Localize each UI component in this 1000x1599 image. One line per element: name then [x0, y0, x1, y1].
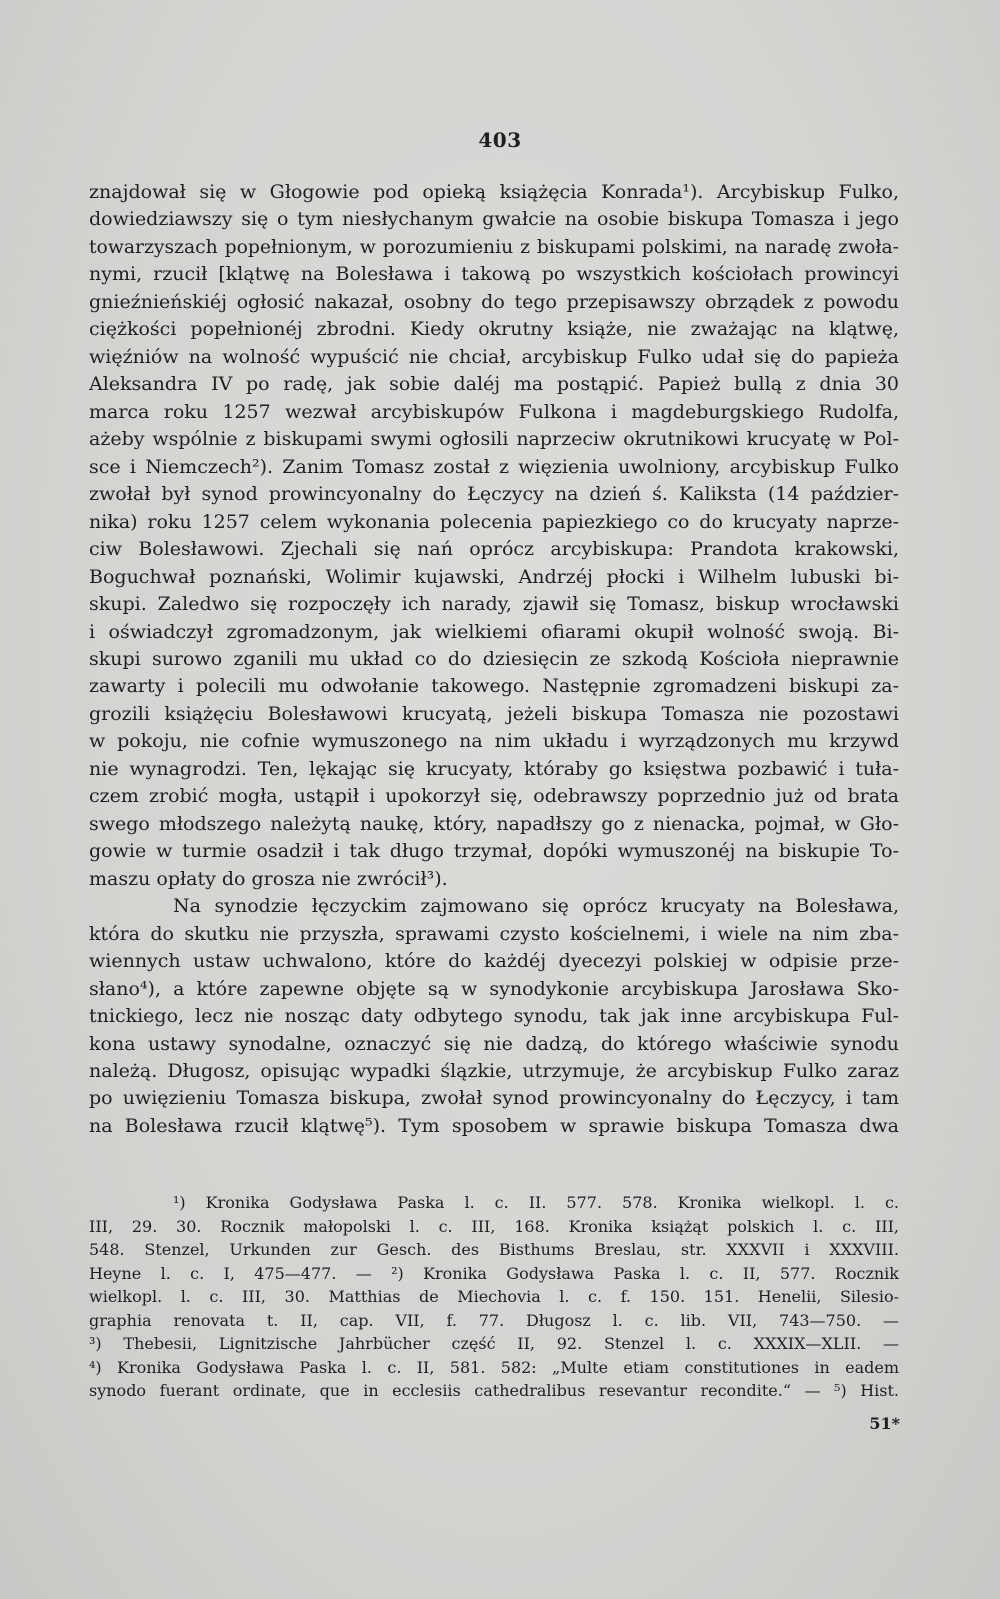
body-line: tnickiego, lecz nie nosząc daty odbytego synodu, tak jak inne arcybiskupa Ful-	[89, 1005, 899, 1028]
body-line: Na synodzie łęczyckim zajmowano się oprócz krucyaty na Bolesława,	[173, 895, 899, 918]
body-line: gnieźnieńskiéj ogłosić nakazał, osobny do tego przepisawszy obrządek z powodu	[89, 290, 899, 313]
body-line: zawarty i polecili mu odwołanie takowego. Następnie zgromadzeni biskupi za-	[89, 675, 899, 698]
body-line: kona ustawy synodalne, oznaczyć się nie dadzą, do którego właściwie synodu	[89, 1032, 899, 1055]
footnote-line: ¹) Kronika Godysława Paska l. c. II. 577. 578. Kronika wielkopl. l. c.	[173, 1193, 899, 1212]
footnote-line: synodo fuerant ordinate, que in ecclesiis cathedralibus resevantur recondite.“ — ⁵) Hist.	[89, 1381, 899, 1400]
body-line: wiennych ustaw uchwalono, które do każdéj dyecezyi polskiej w odpisie prze-	[89, 950, 899, 973]
body-line: po uwięzieniu Tomasza biskupa, zwołał synod prowincyonalny do Łęczycy, i tam	[89, 1087, 899, 1110]
body-line: znajdował się w Głogowie pod opieką książęcia Konrada¹). Arcybiskup Fulko,	[89, 181, 899, 203]
footnote-line: graphia renovata t. II, cap. VII, f. 77. Długosz l. c. lib. VII, 743—750. —	[89, 1310, 899, 1330]
body-line: nie wynagrodzi. Ten, lękając się krucyaty, któraby go księstwa pozbawić i tuła-	[89, 757, 899, 780]
body-line: nika) roku 1257 celem wykonania polecenia papiezkiego co do krucyaty naprze-	[89, 510, 899, 533]
page-number: 403	[478, 128, 522, 152]
body-line: towarzyszach popełnionym, w porozumieniu z biskupami polskimi, na naradę zwoła-	[89, 236, 899, 258]
footnote-line: III, 29. 30. Rocznik małopolski l. c. III, 168. Kronika książąt polskich l. c. III,	[89, 1216, 899, 1236]
footnote-line: Heyne l. c. I, 475—477. — ²) Kronika Godysława Paska l. c. II, 577. Rocznik	[89, 1263, 899, 1283]
body-line: grozili książęciu Bolesławowi krucyatą, jeżeli biskupa Tomasza nie pozostawi	[89, 702, 899, 725]
footnote-line: ⁴) Kronika Godysława Paska l. c. II, 581. 582: „Multe etiam constitutiones in eadem	[89, 1357, 899, 1377]
body-line: swego młodszego należytą naukę, który, napadłszy go z nienacka, pojmał, w Gło-	[89, 812, 899, 835]
body-line: ażeby wspólnie z biskupami swymi ogłosili naprzeciw okrutnikowi krucyatę w Pol-	[89, 428, 899, 451]
body-line: czem zrobić mogła, ustąpił i upokorzył się, odebrawszy poprzednio już od brata	[89, 785, 899, 808]
body-line: maszu opłaty do grosza nie zwrócił³).	[89, 867, 448, 890]
body-line: gowie w turmie osadził i tak długo trzymał, dopóki wymuszonéj na biskupie To-	[89, 840, 899, 863]
body-line: skupi. Zaledwo się rozpoczęły ich narady, zjawił się Tomasz, biskup wrocławski	[89, 593, 899, 616]
body-line: należą. Długosz, opisując wypadki ślązkie, utrzymuje, że arcybiskup Fulko zaraz	[89, 1060, 899, 1082]
body-line: ciężkości popełnionéj zbrodni. Kiedy okrutny książe, nie zważając na klątwę,	[89, 318, 899, 341]
body-line: marca roku 1257 wezwał arcybiskupów Fulkona i magdeburgskiego Rudolfa,	[89, 400, 899, 423]
body-text	[89, 179, 899, 1140]
body-line: zwołał był synod prowincyonalny do Łęczycy na dzień ś. Kaliksta (14 paździer-	[89, 483, 899, 506]
signature-mark: 51*	[869, 1414, 900, 1433]
body-line: która do skutku nie przyszła, sprawami czysto kościelnemi, i wiele na nim zba-	[89, 922, 899, 945]
body-line: ciw Bolesławowi. Zjechali się nań oprócz arcybiskupa: Prandota krakowski,	[89, 538, 899, 561]
body-line: i oświadczył zgromadzonym, jak wielkiemi ofiarami okupił wolność swoją. Bi-	[89, 620, 899, 643]
body-line: Aleksandra IV po radę, jak sobie daléj ma postąpić. Papież bullą z dnia 30	[89, 373, 899, 396]
body-line: na Bolesława rzucił klątwę⁵). Tym sposobem w sprawie biskupa Tomasza dwa	[89, 1114, 899, 1137]
body-line: w pokoju, nie cofnie wymuszonego na nim układu i wyrządzonych mu krzywd	[89, 730, 899, 753]
footnote-line: wielkopl. l. c. III, 30. Matthias de Miechovia l. c. f. 150. 151. Henelii, Silesio-	[89, 1287, 899, 1306]
body-line: dowiedziawszy się o tym niesłychanym gwałcie na osobie biskupa Tomasza i jego	[89, 208, 899, 231]
body-line: więźniów na wolność wypuścić nie chciał, arcybiskup Fulko udał się do papieża	[89, 345, 899, 368]
footnote-line: ³) Thebesii, Lignitzische Jahrbücher część II, 92. Stenzel l. c. XXXIX—XLII. —	[89, 1334, 899, 1353]
body-line: skupi surowo zganili mu układ co do dziesięcin ze szkodą Kościoła nieprawnie	[89, 647, 899, 670]
footnotes	[89, 1191, 899, 1403]
footnote-line: 548. Stenzel, Urkunden zur Gesch. des Bisthums Breslau, str. XXXVII i XXXVIII.	[89, 1240, 899, 1259]
body-line: sce i Niemczech²). Zanim Tomasz został z więzienia uwolniony, arcybiskup Fulko	[89, 455, 899, 478]
body-line: Boguchwał poznański, Wolimir kujawski, Andrzéj płocki i Wilhelm lubuski bi-	[89, 565, 899, 588]
body-line: słano⁴), a które zapewne objęte są w synodykonie arcybiskupa Jarosława Sko-	[89, 977, 899, 1000]
body-line: nymi, rzucił [klątwę na Bolesława i takową po wszystkich kościołach prowincyi	[89, 263, 899, 286]
